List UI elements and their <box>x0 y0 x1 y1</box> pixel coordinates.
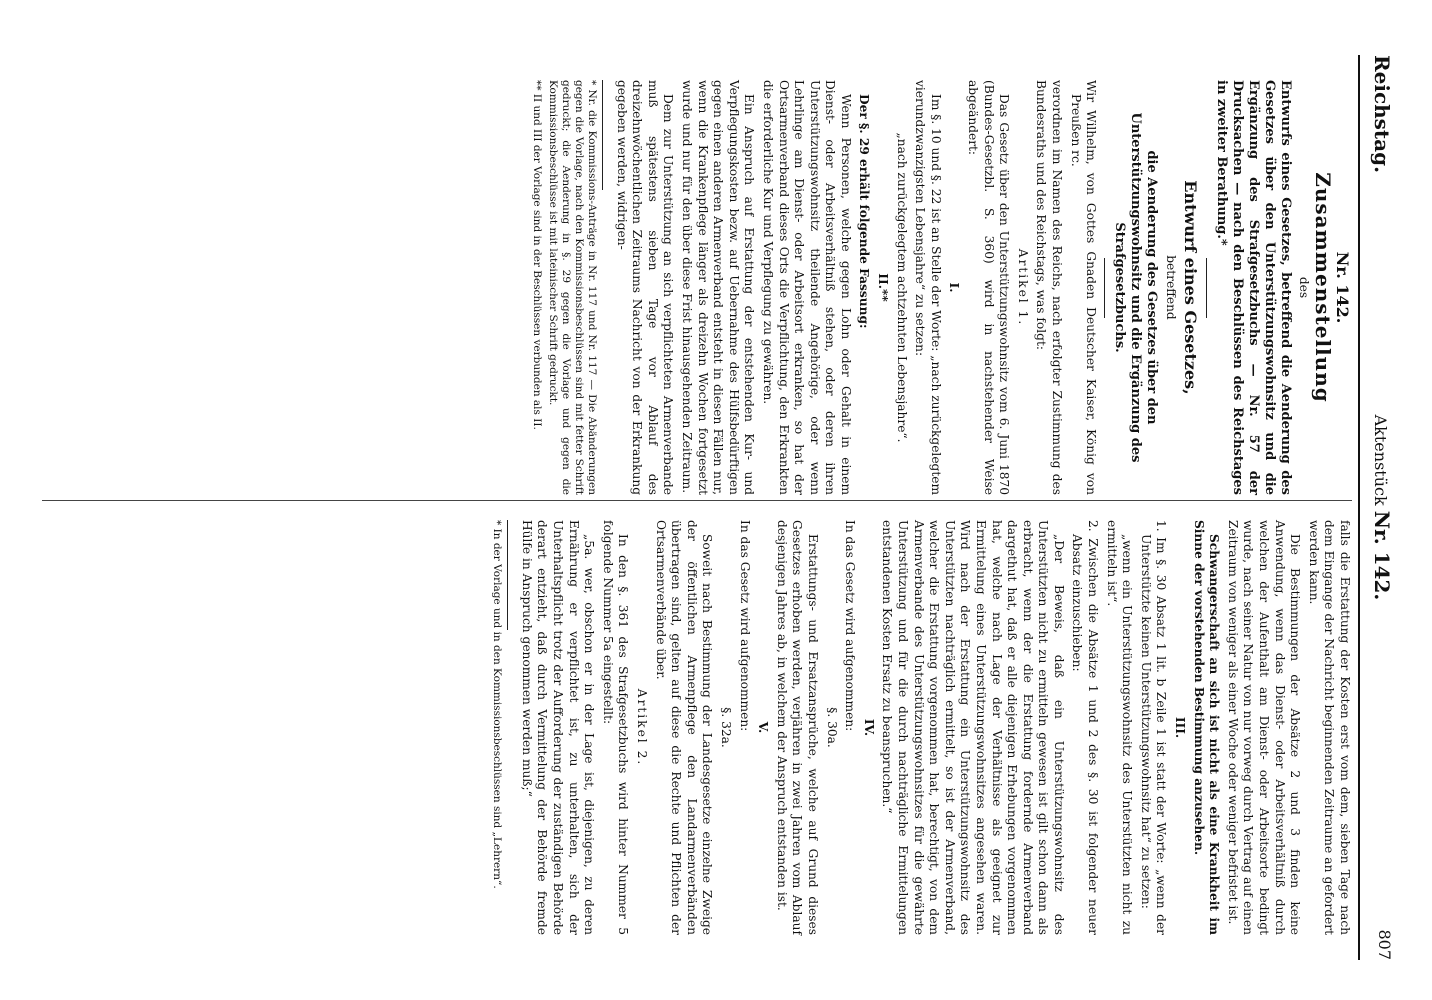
divider <box>1104 258 1105 318</box>
section-iv-text: In das Gesetz wird aufgenommen: <box>843 520 858 732</box>
section-iii-heading: III. <box>1173 716 1188 739</box>
section-ii-paragraph-1: Wenn Personen, welche gegen Lohn oder Gehalt in einem Dienst- oder Arbeitsverhältniß stehen, oder deren ihren Unterstützungswohnsitz theilende Angehörige, oder wenn Lehrlinge am Dienst- oder Arbeitsort erkranken, so hat der Ortsarmenverband dieses Orts die Verpflichtung, den Erkrankten die erforderliche Kur und Verpflegung zu gewähren. <box>760 80 853 495</box>
article-2-heading: Artikel 2. <box>635 688 650 767</box>
section-i-quote: „nach zurückgelegtem achtzehnten Lebensjahre“. <box>894 132 909 443</box>
article-1-text: Das Gesetz über den Unterstützungswohnsitz vom 6. Juni 1870 (Bundes-Gesetzbl. S. 360) wird in nachstehender Weise abgeändert: <box>966 80 1012 495</box>
entwurf-title: Entwurf eines Gesetzes, <box>1180 180 1200 395</box>
article-1-heading: Artikel 1. <box>1015 248 1030 327</box>
header-rule <box>1358 55 1360 960</box>
right-column <box>487 520 1352 935</box>
title: Zusammenstellung <box>1311 172 1335 403</box>
bestimmungen-paragraph: Die Bestimmungen der Absätze 2 und 3 finden keine Anwendung, wenn das Dienst- oder Arbeitsverhältniß durch welchen der Aufenthalt am Dienst- oder Arbeitsorte bedingt wurde, nach seiner Natur von nur vorweg durch Vertrag auf einen Zeitraum von weniger als einer Woche oder weniger befristet ist. <box>1225 520 1303 935</box>
divider <box>1206 258 1207 318</box>
column-divider <box>42 500 1352 501</box>
footnote-rule <box>507 520 508 630</box>
nr-heading: Nr. 142. <box>1333 251 1352 324</box>
section-v-text: In das Gesetz wird aufgenommen: <box>737 520 752 732</box>
page-header <box>1362 55 1402 960</box>
section-iii-item-2-quote: „Der Beweis, daß ein Unterstützungswohnsitz des Unterstützten nicht zu ermitteln gewesen ist gilt schon dann als erbracht, wenn der die Erstattung fordernde Armenverband dargethut hat, daß er alle diejenigen Erhebungen vorgenommen hat, welche nach Lage der Verhältnisse als geeignet zur Ermittelung eines Unterstützungswohnsitzes angesehen waren. Wird nach der Erstattung ein Unterstützungswohnsitz des Unterstützten nachträglich ermittelt, so ist der Armenverband, welcher die Erstattung vorgenommen hat, berechtigt, von dem Armenverbande des Unterstützungswohnsitzes für die gewährte Unterstützung und für die durch nachträgliche Ermittelungen entstandenen Kosten Ersatz zu beanspruchen.“ <box>880 520 1066 935</box>
paragraph-32a-text: Soweit nach Bestimmung der Landesgesetze einzelne Zweige der öffentlichen Armenpflege den Landarmenverbänden übertragen sind, gelten auf diese die Rechte und Pflichten der Ortsarmenverbände über. <box>653 520 715 935</box>
footnote-1: * Nr. die Kommissions-Anträge in Nr. 117 und Nr. 117 — Die Abänderungen gegen die Vorlage, nach den Kommissionsbeschlüssen sind mit fetter Schrift gedruckt; die Aenderung in §. 29 gegen die Vorlage und gegen die Kommissionsbeschlüsse ist mit lateinischer Schrift gedruckt. <box>547 80 598 495</box>
schwangerschaft-paragraph: Schwangerschaft an sich ist nicht als eine Krankheit im Sinne der vorstehenden Bestimmung anzusehen. <box>1191 520 1222 935</box>
page-number: 807 <box>1375 929 1394 960</box>
article-2-text: In den §. 361 des Strafgesetzbuchs wird hinter Nummer 5 folgende Nummer 5a eingestellt: <box>600 520 631 935</box>
continuation: falls die Erstattung der Kosten erst vom dem, sieben Tage nach dem Eingange der Nachricht beginnenden Zeitraume an gefordert werden kann. <box>1306 520 1352 935</box>
section-i-text: Im §. 10 und §. 22 ist an Stelle der Worte: „nach zurückgelegtem vierundzwanzigsten Lebensjahre“ zu setzen: <box>913 80 943 495</box>
section-ii-paragraph-2: Ein Anspruch auf Erstattung der entstehenden Kur- und Verpflegungskosten bezw. auf Uebernahme des Hülfsbedürftigen gegen einen anderen Armenverband entsteht in diesen Fällen nur, wenn die Krankenpflege länger als dreizehn Wochen fortgesetzt wurde und nur für den über diese Frist hinausgehenden Zeitraum. <box>679 80 757 495</box>
left-column <box>527 80 1352 495</box>
document-number: Nr. 142. <box>1370 510 1394 601</box>
section-v-heading: V. <box>756 721 771 734</box>
footnote-2: ** II und III der Vorlage sind in der Beschlüssen verbunden als II. <box>531 80 543 430</box>
betreffend: betreffend <box>1163 255 1178 320</box>
section-iii-item-1: 1. Im §. 30 Absatz 1 lit. b Zeile 1 ist statt der Worte: „wenn der Unterstützte keinen Unterstützungswohnsitz hat“ zu setzen: <box>1138 520 1169 935</box>
entwurf-subtitle: die Aenderung des Gesetzes über den Unterstützungswohnsitz und die Ergänzung des Strafgesetzbuchs. <box>1112 112 1160 463</box>
paragraph-32a-heading: §. 32a. <box>719 707 734 748</box>
header-center: Aktenstück Nr. 142. <box>1370 414 1394 601</box>
section-i-heading: I. <box>947 282 962 293</box>
section-ii-paragraph-3: Dem zur Unterstützung an sich verpflichteten Armenverbande muß spätestens sieben Tage vor Ablauf des dreizehnwöchentlichen Zeitraums Nachricht von der Erkrankung gegeben werden, widrigen- <box>614 80 676 495</box>
wir: Wir Wilhelm, von Gottes Gnaden Deutscher Kaiser, König von Preußen rc. <box>1068 80 1099 495</box>
verordnen: verordnen im Namen des Reichs, nach erfolgter Zustimmung des Bundesraths und des Reichstags, was folgt: <box>1034 80 1065 495</box>
section-ii-head: Der §. 29 erhält folgende Fassung: <box>857 94 872 329</box>
footnote: * In der Vorlage und in den Kommissionsbeschlüssen sind „Lehrern“. <box>491 520 504 889</box>
header-left: Reichstag. <box>1370 55 1394 174</box>
section-iii-item-1-quote: „wenn ein Unterstützungswohnsitz des Unterstützten nicht zu ermitteln ist“. <box>1104 520 1135 935</box>
paragraph-30a-heading: §. 30a. <box>824 707 839 748</box>
section-iii-item-2: 2. Zwischen die Absätze 1 und 2 des §. 30 ist folgender neuer Absatz einzuschieben: <box>1070 520 1101 935</box>
des: des <box>1297 276 1312 299</box>
footnote-rule <box>602 80 603 190</box>
paragraph-30a-text: Erstattungs- und Ersatzansprüche, welche auf Grund dieses Gesetzes erhoben werden, verjähren in zwei Jahren vom Ablauf desjenigen Jahres ab, in welchem der Anspruch entstanden ist. <box>774 520 820 935</box>
intro: Entwurfs eines Gesetzes, betreffend die Aenderung des Gesetzes über den Unterstützungswohnsitz und die Ergänzung des Strafgesetzbuchs — Nr. 57 der Drucksachen — nach den Beschlüssen des Reichstages in zweiter Berathung.* <box>1213 80 1293 495</box>
number-5a-quote: „5a. wer, obschon er in der Lage ist, diejenigen, zu deren Ernährung er verpflichtet ist, zu unterhalten, sich der Unterhaltspflicht trotz der Aufforderung der zuständigen Behörde derart entzieht, daß durch Vermittelung der Behörde fremde Hülfe in Anspruch genommen werden muß;“ <box>519 520 597 935</box>
section-iv-heading: IV. <box>861 718 876 737</box>
section-ii-heading: II.** <box>876 273 891 302</box>
